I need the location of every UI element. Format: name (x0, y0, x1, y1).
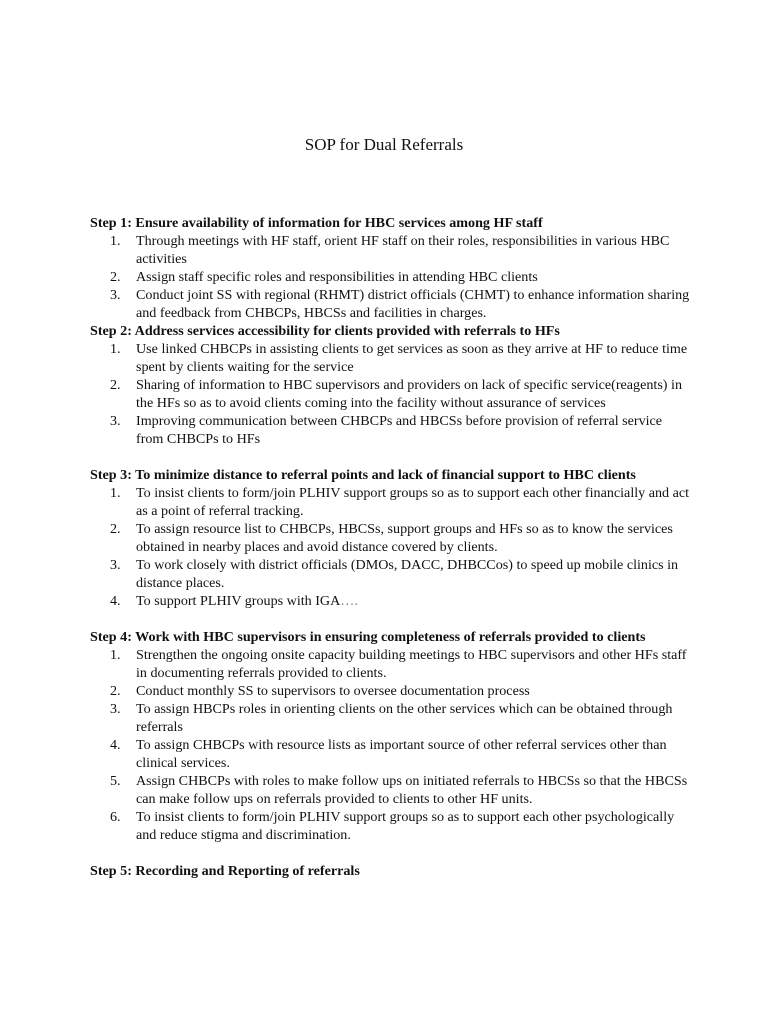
list-item-number: 1. (110, 233, 121, 249)
step-4-section (90, 628, 690, 844)
list-item (90, 286, 690, 322)
list-item-text: Sharing of information to HBC supervisors and providers on lack of specific service(reagents) in the HFs so as to avoid clients coming into the facility without assurance of services (136, 377, 682, 411)
step-3-section (90, 466, 690, 610)
list-item-number: 3. (110, 287, 121, 303)
step-5-section (90, 862, 690, 880)
step-2-section (90, 322, 690, 448)
list-item (90, 520, 690, 556)
document-body (90, 214, 690, 880)
list-item-text: To work closely with district officials (DMOs, DACC, DHBCCos) to speed up mobile clinics in distance places. (136, 557, 679, 591)
document-title: SOP for Dual Referrals (304, 135, 464, 154)
list-item (90, 556, 690, 592)
list-item (90, 484, 690, 520)
step-5-heading: Step 5: Recording and Reporting of referrals (90, 863, 360, 879)
step-2-heading: Step 2: Address services accessibility for clients provided with referrals to HFs (90, 323, 560, 339)
step-3-list (90, 484, 690, 610)
list-item-text: Use linked CHBCPs in assisting clients to get services as soon as they arrive at HF to reduce time spent by clients waiting for the service (136, 341, 688, 375)
list-item-number: 4. (110, 593, 121, 609)
list-item-text: Conduct monthly SS to supervisors to oversee documentation process (136, 683, 530, 699)
list-item-number: 1. (110, 647, 121, 663)
step-4-list (90, 646, 690, 844)
list-item (90, 646, 690, 682)
list-item (90, 232, 690, 268)
list-item (90, 736, 690, 772)
step-1-heading: Step 1: Ensure availability of information for HBC services among HF staff (90, 215, 543, 231)
list-item (90, 340, 690, 376)
list-item-number: 1. (110, 485, 121, 501)
list-item-number: 2. (110, 377, 121, 393)
list-item-number: 2. (110, 683, 121, 699)
list-item-number: 5. (110, 773, 121, 789)
list-item (90, 682, 690, 700)
list-item-number: 2. (110, 521, 121, 537)
list-item-number: 3. (110, 701, 121, 717)
list-item-text: Improving communication between CHBCPs and HBCSs before provision of referral service from CHBCPs to HFs (136, 413, 663, 447)
list-item-text: To insist clients to form/join PLHIV support groups so as to support each other financially and act as a point of referral tracking. (136, 485, 690, 519)
list-item-text: Assign staff specific roles and responsibilities in attending HBC clients (136, 269, 538, 285)
list-item-number: 3. (110, 557, 121, 573)
list-item-number: 4. (110, 737, 121, 753)
list-item (90, 772, 690, 808)
list-item-text: Conduct joint SS with regional (RHMT) district officials (CHMT) to enhance information sharing and feedback from CHBCPs, HBCSs and facilities in charges. (136, 287, 690, 321)
list-item (90, 412, 690, 448)
list-item-text: To assign HBCPs roles in orienting clients on the other services which can be obtained through referrals (136, 701, 673, 735)
list-item-text: To assign resource list to CHBCPs, HBCSs, support groups and HFs so as to know the services obtained in nearby places and avoid distance covered by clients. (136, 521, 673, 555)
list-item-text: Strengthen the ongoing onsite capacity building meetings to HBC supervisors and other HFs staff in documenting referrals provided to clients. (136, 647, 687, 681)
list-item (90, 376, 690, 412)
list-item (90, 268, 690, 286)
list-item-number: 6. (110, 809, 121, 825)
list-item-number: 3. (110, 413, 121, 429)
list-item-text: Assign CHBCPs with roles to make follow ups on initiated referrals to HBCSs so that the HBCSs can make follow ups on referrals provided to clients to other HF units. (136, 773, 688, 807)
list-item (90, 592, 690, 610)
step-3-heading: Step 3: To minimize distance to referral points and lack of financial support to HBC clients (90, 467, 636, 483)
step-2-list (90, 340, 690, 448)
list-item-text: To support PLHIV groups with IGA (136, 593, 341, 609)
list-item-text: Through meetings with HF staff, orient HF staff on their roles, responsibilities in various HBC activities (136, 233, 670, 267)
list-item-number: 1. (110, 341, 121, 357)
list-item-text: To insist clients to form/join PLHIV support groups so as to support each other psychologically and reduce stigma and discrimination. (136, 809, 675, 843)
list-item (90, 808, 690, 844)
list-item (90, 700, 690, 736)
list-item-number: 2. (110, 269, 121, 285)
list-item-ellipsis: …. (340, 593, 358, 609)
step-1-section (90, 214, 690, 322)
step-1-list (90, 232, 690, 322)
list-item-text: To assign CHBCPs with resource lists as important source of other referral services other than clinical services. (136, 737, 667, 771)
step-4-heading: Step 4: Work with HBC supervisors in ensuring completeness of referrals provided to clients (90, 629, 646, 645)
